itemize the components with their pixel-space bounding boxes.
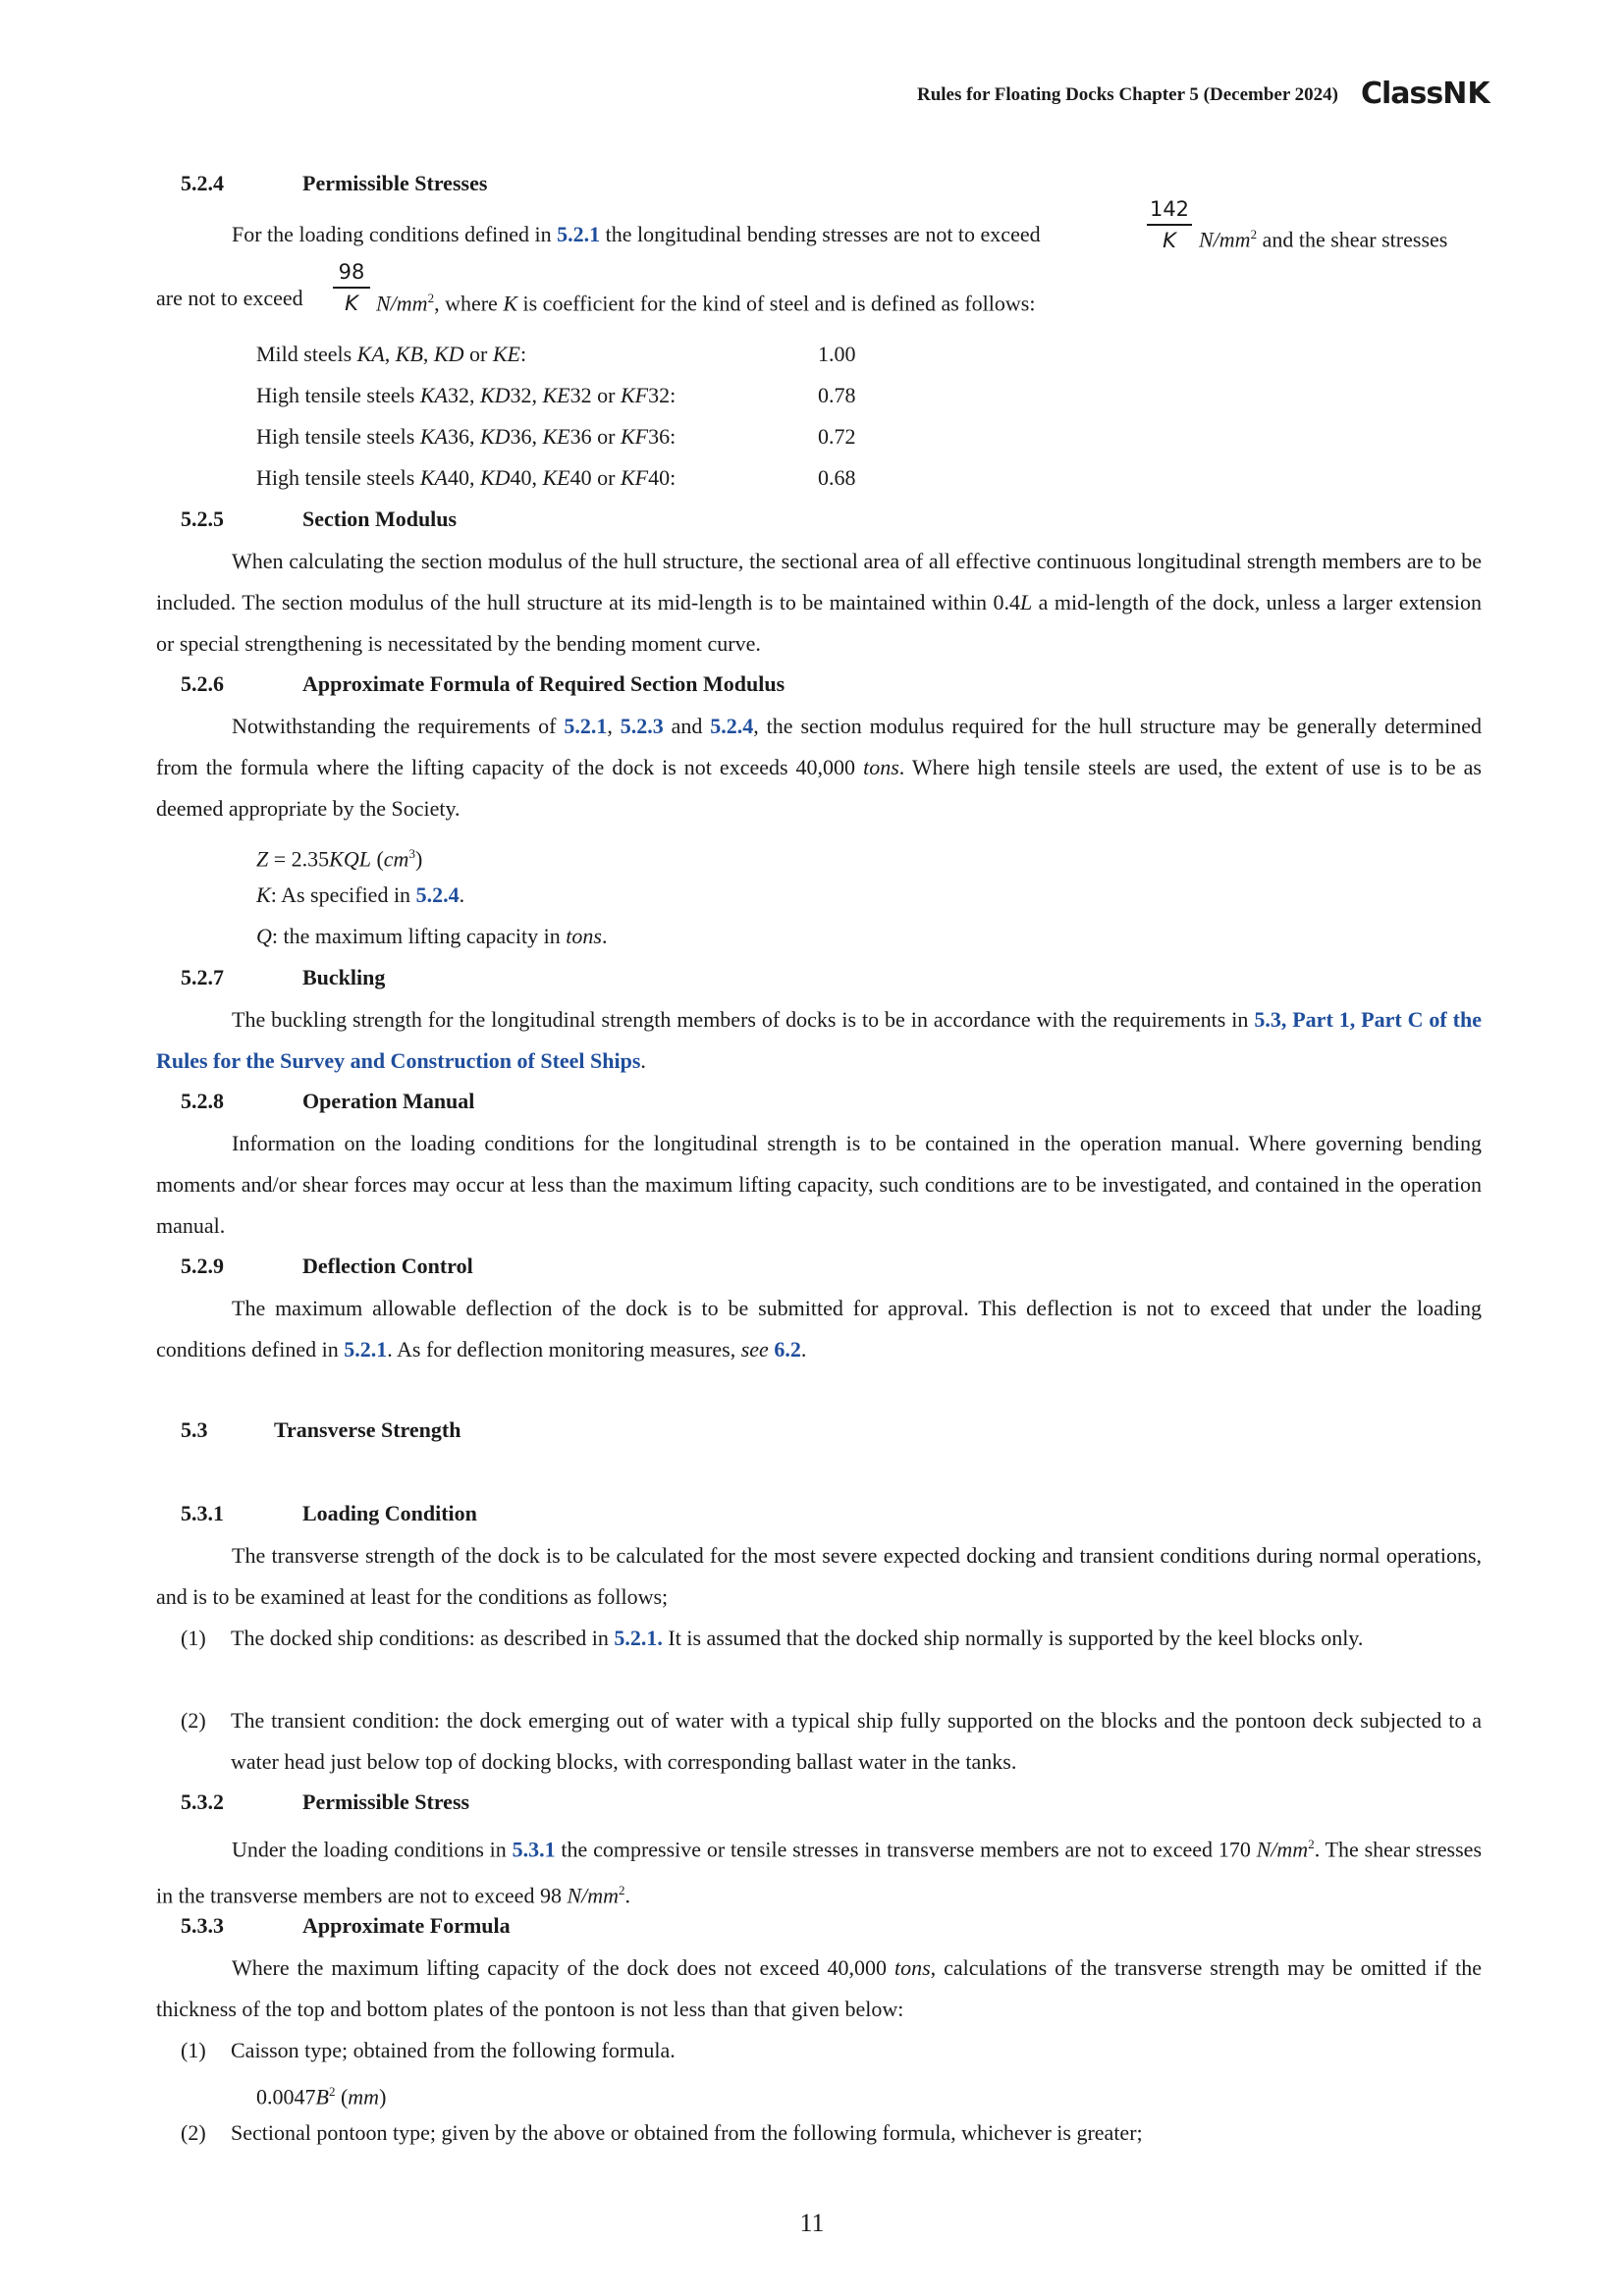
list-number: (2)	[181, 2120, 206, 2145]
steel-row-label: High tensile steels KA32, KD32, KE32 or KF32:	[256, 383, 677, 407]
ref-6-2[interactable]: 6.2	[774, 1337, 801, 1362]
paragraph-5-2-8: Information on the loading conditions for the longitudinal strength is to be contained in the operation manual. Where governing bending moments and/or shear forces may occur at less than the maximum lifting capacity, such conditions are to be investigated, and contained in the operation manual.	[156, 1131, 1482, 1238]
ref-5-2-1[interactable]: 5.2.1.	[614, 1626, 663, 1650]
steel-row-label: Mild steels KA, KB, KD or KE:	[256, 342, 527, 366]
fraction-142-over-k: 142 K	[1147, 196, 1192, 253]
paragraph-5-2-4-line1-end: $N/mm^2$ and the shear stresses	[1199, 227, 1448, 252]
paragraph-5-2-9: The maximum allowable deflection of the dock is to be submitted for approval. This deflection is not to exceed that under the loading conditions defined in 5.2.1. As for deflection monitoring measures, see 6.2.	[156, 1296, 1482, 1362]
steel-row-value: 1.00	[818, 342, 856, 366]
ref-5-2-4[interactable]: 5.2.4	[710, 714, 754, 738]
formula-section-modulus: Z = 2.35KQL $(cm^3)$	[256, 846, 423, 872]
paragraph-5-2-4-line2-end: $N/mm^2$, where K is coefficient for the kind of steel and is defined as follows:	[376, 291, 1036, 316]
paragraph-5-2-4-line2-start: are not to exceed	[156, 286, 303, 310]
list-item-caisson: Caisson type; obtained from the following formula.	[231, 2038, 676, 2062]
paragraph-5-2-7: The buckling strength for the longitudinal strength members of docks is to be in accordance with the requirements in 5.3, Part 1, Part C of the Rules for the Survey and Construction of Steel Ships.	[156, 1007, 1482, 1073]
ref-5-2-1[interactable]: 5.2.1	[564, 714, 608, 738]
list-number: (1)	[181, 2038, 206, 2062]
steel-row-value: 0.68	[818, 465, 856, 490]
list-number: (1)	[181, 1626, 206, 1650]
list-item-sectional-pontoon: Sectional pontoon type; given by the above or obtained from the following formula, whichever is greater;	[231, 2120, 1143, 2145]
paragraph-5-2-6: Notwithstanding the requirements of 5.2.1, 5.2.3 and 5.2.4, the section modulus required for the hull structure may be generally determined from the formula where the lifting capacity of the dock is not exceeds 40,000 tons. Where high tensile steels are used, the extent of use is to be as deemed appropriate by the Society.	[156, 714, 1483, 821]
ref-5-2-4[interactable]: 5.2.4	[415, 882, 460, 907]
steel-row-label: High tensile steels KA40, KD40, KE40 or KF40:	[256, 465, 677, 490]
paragraph-5-2-5: When calculating the section modulus of the hull structure, the sectional area of all effective continuous longitudinal strength members are to be included. The section modulus of the hull structure at its mid-length is to be maintained within 0.4L a mid-length of the dock, unless a larger extension or special strengthening is necessitated by the bending moment curve.	[156, 549, 1483, 656]
list-item-transient: The transient condition: the dock emerging out of water with a typical ship fully supported on the blocks and the pontoon deck subjected to a water head just below top of docking blocks, with corresponding ballast water in the tanks.	[231, 1708, 1482, 1774]
steel-row-label: High tensile steels KA36, KD36, KE36 or KF36:	[256, 424, 677, 449]
paragraph-5-3-1: The transverse strength of the dock is to be calculated for the most severe expected docking and transient conditions during normal operations, and is to be examined at least for the conditions as follows;	[156, 1543, 1482, 1609]
steel-row-value: 0.78	[818, 383, 856, 407]
steel-row-value: 0.72	[818, 424, 856, 449]
formula-caisson: $0.0047B^2$ (mm)	[256, 2084, 387, 2109]
ref-5-2-1[interactable]: 5.2.1	[557, 222, 601, 246]
classnk-logo: ClassNK	[1361, 77, 1490, 111]
paragraph-5-3-2: Under the loading conditions in 5.3.1 the compressive or tensile stresses in transverse members are not to exceed 170 $N/mm^2$. The shear stresses in the transverse members are not to exceed 98 $N/mm^2$.	[156, 1837, 1483, 1908]
paragraph-5-2-4-line1: For the loading conditions defined in 5.2.1 the longitudinal bending stresses are not to exceed	[232, 222, 1041, 246]
definition-q: Q: the maximum lifting capacity in tons.	[256, 924, 608, 948]
list-item-docked-ship: The docked ship conditions: as described in 5.2.1. It is assumed that the docked ship normally is supported by the keel blocks only.	[231, 1626, 1364, 1650]
ref-5-2-3[interactable]: 5.2.3	[620, 714, 664, 738]
ref-5-3-1[interactable]: 5.3.1	[512, 1837, 556, 1862]
paragraph-5-3-3: Where the maximum lifting capacity of the dock does not exceed 40,000 tons, calculations of the transverse strength may be omitted if the thickness of the top and bottom plates of the pontoon is not less than that given below:	[156, 1955, 1482, 2021]
running-header: Rules for Floating Docks Chapter 5 (December 2024)	[916, 84, 1338, 105]
list-number: (2)	[181, 1708, 206, 1733]
fraction-98-over-k: 98 K	[333, 259, 370, 316]
ref-5-2-1[interactable]: 5.2.1	[344, 1337, 388, 1362]
ref-steel-ships-rules[interactable]: 5.3, Part 1, Part C of the Rules for the Survey and Construction of Steel Ships	[156, 1007, 1482, 1073]
page-number: 11	[799, 2209, 825, 2237]
definition-k: K: As specified in 5.2.4.	[256, 882, 465, 907]
